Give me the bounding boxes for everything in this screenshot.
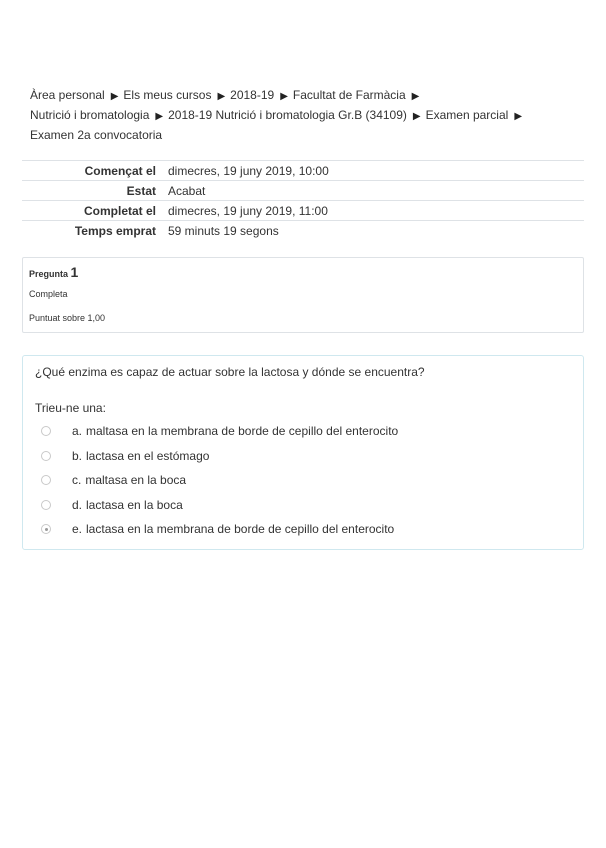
breadcrumb-link-area-personal[interactable]: Àrea personal (30, 88, 105, 102)
breadcrumb-separator-icon: ▶ (411, 91, 420, 102)
answer-prompt: Trieu-ne una: (35, 401, 106, 415)
answer-letter: d. (72, 497, 83, 512)
state-value: Acabat (168, 181, 584, 201)
summary-row-started (22, 161, 584, 181)
question-heading (29, 264, 78, 280)
breadcrumb-link-exam[interactable]: Examen 2a convocatoria (30, 128, 163, 142)
answer-option-d[interactable] (40, 493, 398, 518)
summary-row-state (22, 181, 584, 201)
breadcrumb-separator-icon: ▶ (110, 91, 119, 102)
breadcrumb-separator-icon: ▶ (217, 91, 226, 102)
radio-button[interactable] (41, 500, 51, 510)
question-state: Completa (29, 289, 68, 299)
breadcrumb-separator-icon: ▶ (412, 111, 421, 122)
answer-text: lactasa en la boca (86, 497, 183, 512)
time-taken-value: 59 minuts 19 segons (168, 221, 584, 241)
radio-button[interactable] (41, 451, 51, 461)
answer-letter: e. (72, 522, 83, 537)
question-grade: Puntuat sobre 1,00 (29, 313, 106, 323)
answer-option-b[interactable] (40, 444, 398, 469)
completed-value: dimecres, 19 juny 2019, 11:00 (168, 201, 584, 221)
breadcrumb-link-year[interactable]: 2018-19 (230, 88, 275, 102)
answer-text: lactasa en el estómago (86, 448, 210, 463)
answer-text: maltasa en la membrana de borde de cepillo del enterocito (86, 424, 399, 439)
radio-button[interactable] (41, 524, 51, 534)
answer-option-c[interactable] (40, 468, 398, 493)
breadcrumb-link-faculty[interactable]: Facultat de Farmàcia (292, 88, 406, 102)
attempt-summary-table (22, 160, 584, 240)
question-number: 1 (70, 264, 79, 280)
summary-row-completed (22, 201, 584, 221)
answer-option-a[interactable] (40, 419, 398, 444)
radio-button[interactable] (41, 426, 51, 436)
question-text: ¿Qué enzima es capaz de actuar sobre la lactosa y dónde se encuentra? (35, 365, 425, 379)
breadcrumb-separator-icon: ▶ (514, 111, 523, 122)
answer-letter: b. (72, 448, 83, 463)
started-value: dimecres, 19 juny 2019, 10:00 (168, 161, 584, 181)
breadcrumb-link-partial-exam[interactable]: Examen parcial (425, 108, 509, 122)
answer-list (40, 419, 398, 542)
answer-text: maltasa en la boca (85, 473, 187, 488)
question-label: Pregunta (29, 269, 69, 279)
summary-row-time (22, 221, 584, 241)
answer-letter: c. (72, 473, 82, 488)
breadcrumb-link-course-group[interactable]: 2018-19 Nutrició i bromatologia Gr.B (34109) (168, 108, 407, 122)
breadcrumb-link-subject[interactable]: Nutrició i bromatologia (30, 108, 150, 122)
breadcrumb-link-my-courses[interactable]: Els meus cursos (123, 88, 212, 102)
breadcrumb-separator-icon: ▶ (155, 111, 164, 122)
started-label: Començat el (22, 161, 168, 181)
completed-label: Completat el (22, 201, 168, 221)
time-taken-label: Temps emprat (22, 221, 168, 241)
answer-text: lactasa en la membrana de borde de cepillo del enterocito (86, 522, 395, 537)
question-info-box (22, 257, 584, 333)
radio-button[interactable] (41, 475, 51, 485)
breadcrumb-separator-icon: ▶ (280, 91, 288, 102)
state-label: Estat (22, 181, 168, 201)
breadcrumb (30, 86, 570, 144)
answer-option-e[interactable] (40, 517, 398, 542)
question-content-box (22, 355, 584, 550)
answer-letter: a. (72, 424, 83, 439)
